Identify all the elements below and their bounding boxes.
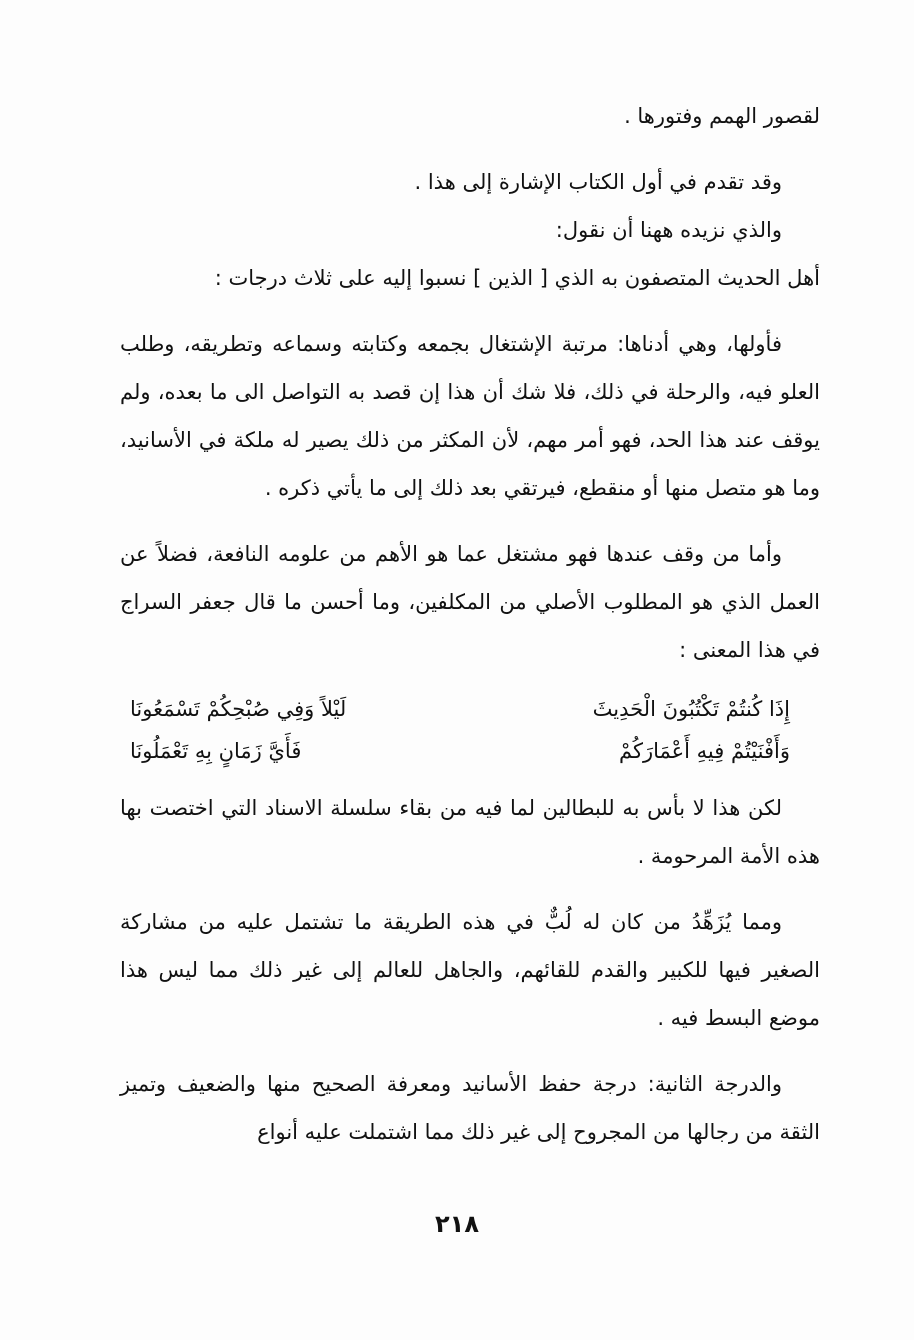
paragraph: والذي نزيده ههنا أن نقول: [555, 218, 782, 242]
paragraph: وأما من وقف عندها فهو مشتغل عما هو الأهم من علومه النافعة، فضلاً عن العمل الذي هو المطلوب الأصلي من المكلفين، وما أحسن ما قال جعفر السراج في هذا المعنى : [120, 542, 820, 662]
paragraph: أهل الحديث المتصفون به الذي [ الذين ] نسبوا إليه على ثلاث درجات : [214, 266, 820, 290]
poem-hemistich-first: وَأَفْنَيْتُمْ فِيهِ أَعْمَارَكُمْ [618, 739, 790, 763]
page-number: ٢١٨ [435, 1210, 479, 1238]
paragraph: فأولها، وهي أدناها: مرتبة الإشتغال بجمعه وكتابته وسماعه وتطريقه، وطلب العلو فيه، والرحلة في ذلك، فلا شك أن هذا إن قصد به التواصل الى ما بعده، ولم يوقف عند هذا الحد، فهو أمر مهم، لأن المكثر من ذلك يصير له ملكة في الأسانيد، وما هو متصل منها أو منقطع، فيرتقي بعد ذلك إلى ما يأتي ذكره . [120, 332, 820, 500]
paragraph: لقصور الهمم وفتورها . [624, 104, 820, 128]
paragraph: لكن هذا لا بأس به للبطالين لما فيه من بقاء سلسلة الاسناد التي اختصت بها هذه الأمة المرحومة . [120, 796, 820, 868]
paragraph: ومما يُزَهِّدُ من كان له لُبٌّ في هذه الطريقة ما تشتمل عليه من مشاركة الصغير فيها للكبير والقدم للقائهم، والجاهل للعالم إلى غير ذلك مما ليس هذا موضع البسط فيه . [120, 910, 820, 1030]
poem-verse [130, 730, 790, 772]
poem-verse [130, 688, 790, 730]
paragraph: والدرجة الثانية: درجة حفظ الأسانيد ومعرفة الصحيح منها والضعيف وتميز الثقة من رجالها من المجروح إلى غير ذلك مما اشتملت عليه أنواع [120, 1072, 820, 1144]
poem-hemistich-second: فَأَيَّ زَمَانٍ بِهِ تَعْمَلُونَا [130, 739, 302, 763]
poem-hemistich-first: إِذَا كُنتُمْ تَكْتُبُونَ الْحَدِيثَ [592, 697, 790, 721]
poem-hemistich-second: لَيْلاً وَفِي صُبْحِكُمْ تَسْمَعُونَا [130, 697, 347, 721]
poem [120, 688, 820, 772]
body-text [120, 92, 820, 1156]
paragraph: وقد تقدم في أول الكتاب الإشارة إلى هذا . [414, 170, 782, 194]
